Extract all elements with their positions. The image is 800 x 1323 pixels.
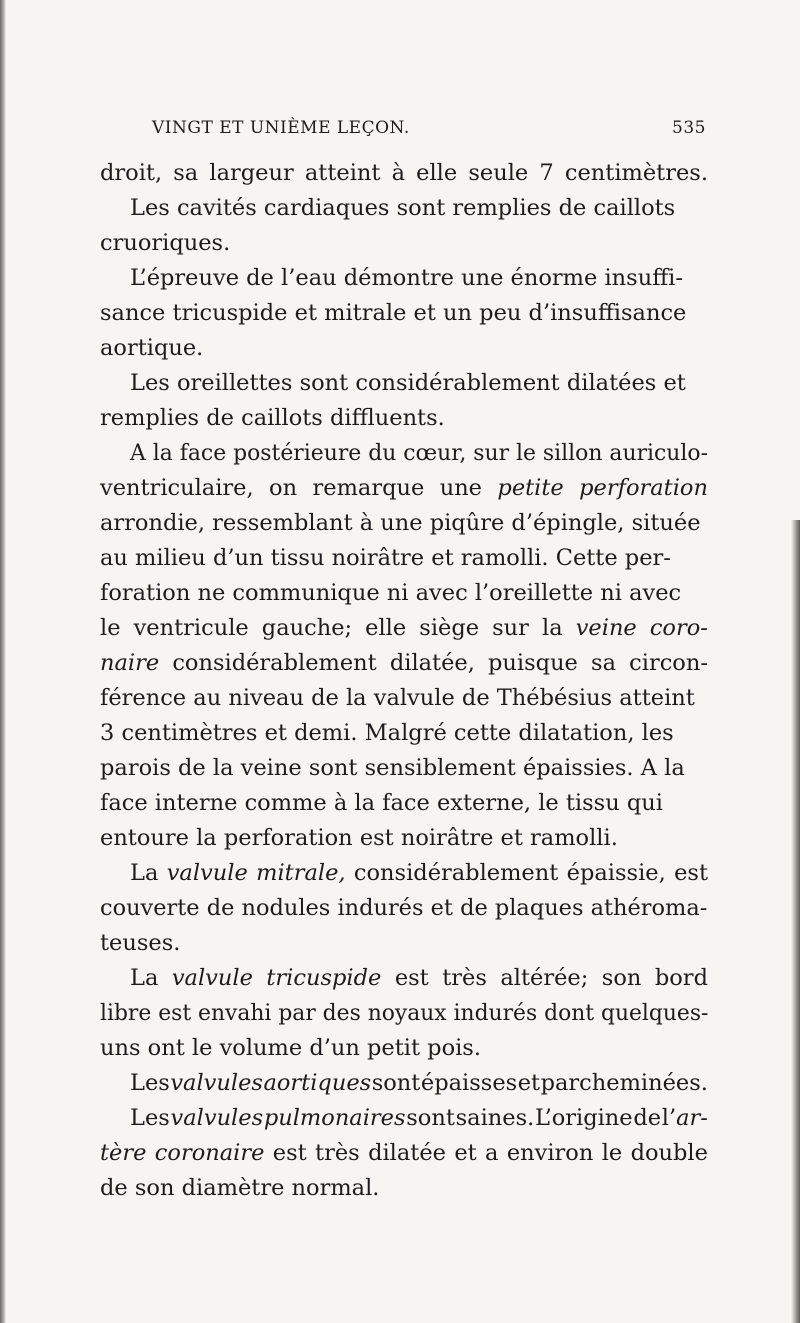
page-number: 535 [672,118,706,138]
text-line: ventriculaire, on remarque une petite perforation [100,475,708,501]
text-line: arrondie, ressemblant à une piqûre d’épingle, située [100,510,701,536]
page-right-edge [791,520,800,1323]
text-line: face interne comme à la face externe, le tissu qui [100,790,663,816]
text-line: 3 centimètres et demi. Malgré cette dilatation, les [100,720,674,746]
text-line: Les cavités cardiaques sont remplies de caillots [130,195,676,221]
running-header [152,118,706,142]
text-line: aortique. [100,335,204,361]
text-line: droit, sa largeur atteint à elle seule 7 centimètres. [100,160,708,186]
text-line: La valvule mitrale, considérablement épaissie, est [130,860,708,886]
text-line: cruoriques. [100,230,231,256]
text-line: couverte de nodules indurés et de plaques athéroma- [100,895,708,921]
text-line: le ventricule gauche; elle siège sur la veine coro- [100,615,708,641]
text-line: uns ont le volume d’un petit pois. [100,1035,482,1061]
text-line: Les valvules pulmonaires sont saines. L’origine de l’ar- [130,1105,708,1131]
text-line: naire considérablement dilatée, puisque sa circon- [100,650,708,676]
text-line: Les valvules aortiques sont épaisses et parcheminées. [130,1070,708,1096]
text-line: férence au niveau de la valvule de Thébésius atteint [100,685,695,711]
text-line: parois de la veine sont sensiblement épaissies. A la [100,755,685,781]
text-line: remplies de caillots diffluents. [100,405,445,431]
text-line: La valvule tricuspide est très altérée; son bord [130,965,708,991]
text-line: tère coronaire est très dilatée et a environ le double [100,1140,708,1166]
text-line: Les oreillettes sont considérablement dilatées et [130,370,686,396]
text-line: teuses. [100,930,181,956]
header-title: VINGT ET UNIÈME LEÇON. [152,118,410,138]
page-left-edge [0,0,6,1323]
text-line: de son diamètre normal. [100,1175,380,1201]
text-line: A la face postérieure du cœur, sur le sillon auriculo- [130,440,708,466]
text-line: foration ne communique ni avec l’oreillette ni avec [100,580,682,606]
text-line: entoure la perforation est noirâtre et ramolli. [100,825,618,851]
text-line: L’épreuve de l’eau démontre une énorme insuffi- [130,265,683,291]
text-line: libre est envahi par des noyaux indurés dont quelques- [100,1000,709,1026]
text-line: sance tricuspide et mitrale et un peu d’insuffisance [100,300,687,326]
text-line: au milieu d’un tissu noirâtre et ramolli. Cette per- [100,545,671,571]
